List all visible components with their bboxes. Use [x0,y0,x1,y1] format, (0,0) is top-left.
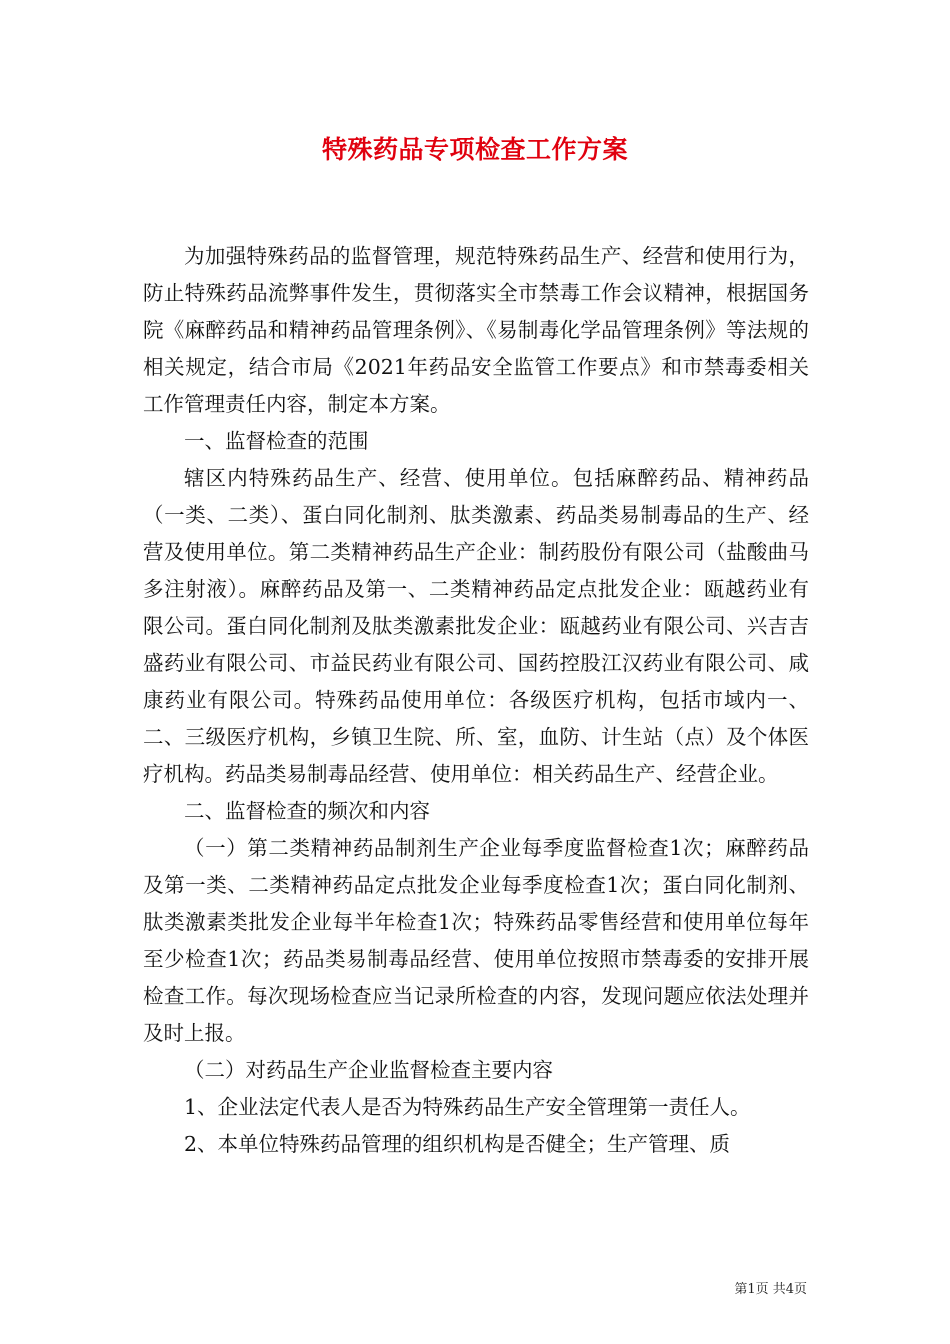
list-item-1: 1、企业法定代表人是否为特殊药品生产安全管理第一责任人。 [184,1095,751,1119]
frequency-paragraph: （一）第二类精神药品制剂生产企业每季度监督检查1次；麻醉药品及第一类、二类精神药品定点批发企业每季度检查1次；蛋白同化制剂、肽类激素类批发企业每半年检查1次；特殊药品零售经营和使用单位每年至少检查1次；药品类易制毒品经营、使用单位按照市禁毒委的安排开展检查工作。每次现场检查应当记录所检查的内容，发现问题应依法处理并及时上报。 [143,836,809,1045]
intro-paragraph: 为加强特殊药品的监督管理，规范特殊药品生产、经营和使用行为，防止特殊药品流弊事件发生，贯彻落实全市禁毒工作会议精神，根据国务院《麻醉药品和精神药品管理条例》、《易制毒化学品管理条例》等法规的相关规定，结合市局《2021年药品安全监管工作要点》和市禁毒委相关工作管理责任内容，制定本方案。 [143,244,809,416]
subsection-heading-production: （二）对药品生产企业监督检查主要内容 [184,1058,553,1082]
document-title: 特殊药品专项检查工作方案 [321,135,628,164]
scope-paragraph: 辖区内特殊药品生产、经营、使用单位。包括麻醉药品、精神药品（一类、二类）、蛋白同化制剂、肽类激素、药品类易制毒品的生产、经营及使用单位。第二类精神药品生产企业：制药股份有限公司（盐酸曲马多注射液）。麻醉药品及第一、二类精神药品定点批发企业：瓯越药业有限公司。蛋白同化制剂及肽类激素批发企业：瓯越药业有限公司、兴吉吉盛药业有限公司、市益民药业有限公司、国药控股江汉药业有限公司、咸康药业有限公司。特殊药品使用单位：各级医疗机构，包括市域内一、二、三级医疗机构，乡镇卫生院、所、室，血防、计生站（点）及个体医疗机构。药品类易制毒品经营、使用单位：相关药品生产、经营企业。 [143,466,809,786]
section-heading-scope: 一、监督检查的范围 [184,429,369,453]
page-number-footer: 第1页 共4页 [734,1282,807,1297]
document-body [143,238,809,1163]
list-item-2: 2、本单位特殊药品管理的组织机构是否健全；生产管理、质 [184,1132,731,1156]
section-heading-frequency: 二、监督检查的频次和内容 [184,799,430,823]
